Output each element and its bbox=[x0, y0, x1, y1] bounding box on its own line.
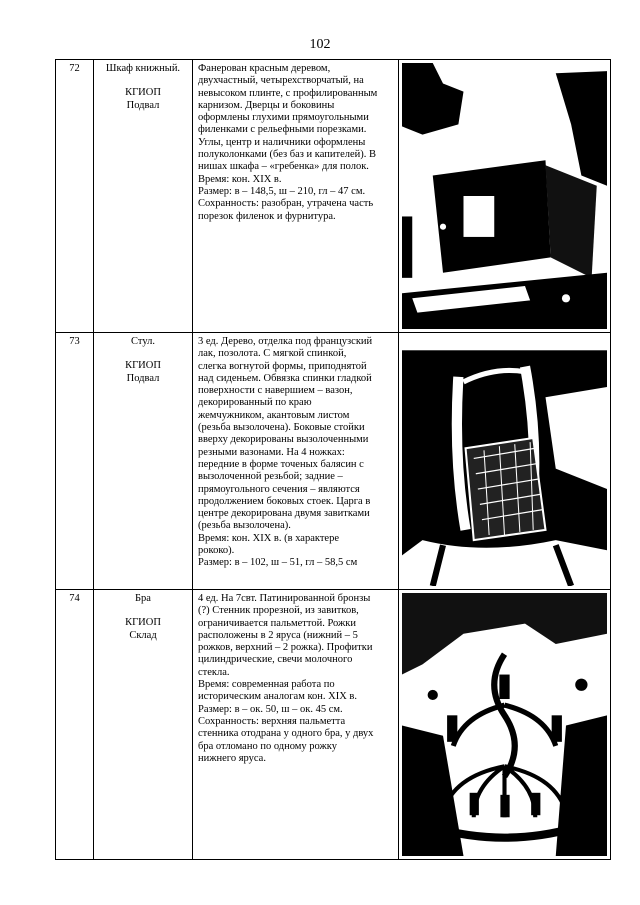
entry-location: Склад bbox=[129, 629, 157, 641]
description-line: лак, позолота. С мягкой спинкой, bbox=[198, 348, 347, 360]
bookcase-photo bbox=[402, 63, 607, 329]
description-line: порезок филенок и фурнитура. bbox=[198, 210, 336, 222]
entry-location: Подвал bbox=[126, 99, 160, 111]
description-line: бра отломано по одному рожку bbox=[198, 740, 338, 752]
photo-cell bbox=[399, 590, 611, 860]
description-line: над сиденьем. Обвязка спинки гладкой bbox=[198, 372, 372, 384]
description-line: Размер: в – 148,5, ш – 210, гл – 47 см. bbox=[198, 185, 366, 197]
table-row bbox=[56, 590, 611, 860]
inventory-table bbox=[55, 59, 611, 860]
page-number: 102 bbox=[309, 37, 331, 52]
description-line: декорированный по краю bbox=[198, 397, 312, 409]
description-line: Время: кон. XIX в. bbox=[198, 173, 282, 185]
description-line: слегка вогнутой формы, приподнятой bbox=[198, 360, 367, 372]
description-line: Фанерован красным деревом, bbox=[198, 63, 331, 74]
sconce-photo bbox=[402, 593, 607, 856]
description-line: Размер: в – 102, ш – 51, гл – 58,5 см bbox=[198, 557, 358, 569]
entry-number: 73 bbox=[56, 333, 94, 590]
entry-org: КГИОП bbox=[125, 360, 161, 372]
description-line: Сохранность: разобран, утрачена часть bbox=[198, 198, 374, 210]
description-line: Размер: в – ок. 50, ш – ок. 45 см. bbox=[198, 703, 343, 715]
description-line: вверху декорированы вызолоченными bbox=[198, 434, 369, 446]
photo-cell bbox=[399, 333, 611, 590]
description-line: центре декорирована двумя завитками bbox=[198, 508, 370, 520]
entry-org: КГИОП bbox=[125, 617, 161, 629]
entry-description bbox=[193, 590, 399, 860]
table-row bbox=[56, 60, 611, 333]
description-line: карнизом. Дверцы и боковины bbox=[198, 99, 335, 111]
entry-name-cell bbox=[94, 333, 193, 590]
description-line: Время: кон. XIX в. (в характере bbox=[198, 532, 339, 544]
description-line: стенника отодрана у одного бра, у двух bbox=[198, 728, 374, 740]
description-line: (?) Стенник прорезной, из завитков, bbox=[198, 605, 359, 617]
entry-number: 74 bbox=[56, 590, 94, 860]
description-line: полуколонками (без баз и капителей). В bbox=[198, 149, 377, 161]
entry-name-cell bbox=[94, 590, 193, 860]
description-line: резными вазонами. На 4 ножках: bbox=[198, 446, 345, 458]
entry-name-cell bbox=[94, 60, 193, 333]
description-line: нишах шкафа – «гребенка» для полок. bbox=[198, 161, 369, 173]
description-line: вызолоченной резьбой; задние – bbox=[198, 471, 343, 483]
entry-description bbox=[193, 333, 399, 590]
description-line: цилиндрические, свечи молочного bbox=[198, 654, 353, 666]
description-line: ограничивается пальметтой. Рожки bbox=[198, 617, 356, 629]
description-line: оформлены глухими прямоугольными bbox=[198, 112, 369, 124]
description-line: прямоугольного сечения – являются bbox=[198, 483, 360, 495]
entry-org: КГИОП bbox=[125, 87, 161, 99]
entry-number: 72 bbox=[56, 60, 94, 333]
description-line: 3 ед. Дерево, отделка под французский bbox=[198, 336, 373, 347]
description-line: нижнего яруса. bbox=[198, 752, 266, 764]
table-row bbox=[56, 333, 611, 590]
description-line: Время: современная работа по bbox=[198, 679, 335, 691]
description-line: филенками с рельефными порезками. bbox=[198, 124, 367, 136]
description-line: 4 ед. На 7свт. Патинированной бронзы bbox=[198, 593, 371, 604]
description-line: (резьба вызолочена). bbox=[198, 520, 291, 532]
description-line: рококо). bbox=[198, 545, 235, 557]
entry-location: Подвал bbox=[126, 372, 160, 384]
entry-title: Стул. bbox=[131, 336, 155, 347]
description-line: продолжением боковых стоек. Царга в bbox=[198, 495, 371, 507]
description-line: невысоком плинте, с профилированным bbox=[198, 87, 378, 99]
description-line: (резьба вызолочена). Боковые стойки bbox=[198, 422, 365, 434]
chair-photo bbox=[402, 336, 607, 586]
description-line: стекла. bbox=[198, 666, 230, 678]
description-line: двухчастный, четырехстворчатый, на bbox=[198, 75, 364, 87]
description-line: Углы, центр и наличники оформлены bbox=[198, 136, 366, 148]
description-line: Сохранность: верхняя пальметта bbox=[198, 715, 346, 727]
description-line: передние в форме точеных балясин с bbox=[198, 458, 364, 470]
description-line: историческим аналогам кон. XIX в. bbox=[198, 691, 358, 703]
description-line: жемчужником, акантовым листом bbox=[198, 409, 350, 421]
entry-title: Шкаф книжный. bbox=[105, 63, 181, 74]
description-line: рожков, верхний – 2 рожка). Профитки bbox=[198, 642, 373, 654]
description-line: поверхности с навершием – вазон, bbox=[198, 385, 353, 397]
photo-cell bbox=[399, 60, 611, 333]
description-line: расположены в 2 яруса (нижний – 5 bbox=[198, 629, 358, 641]
entry-title: Бра bbox=[135, 593, 151, 604]
entry-description bbox=[193, 60, 399, 333]
